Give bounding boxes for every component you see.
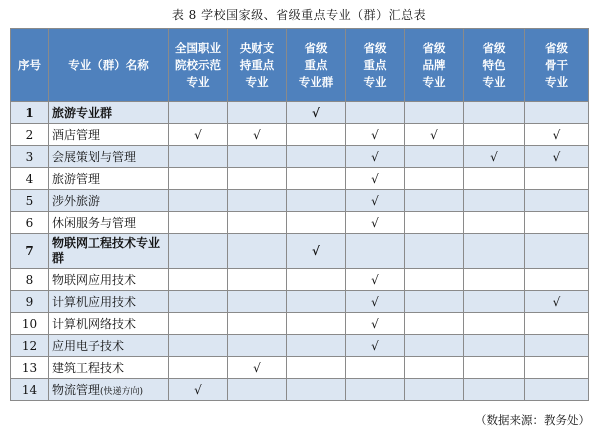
table-header-row [11, 29, 589, 102]
check-mark-cell [405, 102, 464, 124]
major-name [49, 313, 169, 335]
check-mark-cell [228, 102, 287, 124]
major-name-text: 计算机网络技术 [52, 317, 137, 331]
check-mark-cell [464, 190, 525, 212]
major-name-text: 酒店管理 [52, 128, 101, 142]
check-mark-cell [228, 313, 287, 335]
major-name-text: 应用电子技术 [52, 339, 125, 353]
check-mark-cell: √ [228, 357, 287, 379]
column-header-line: 全国职业 [175, 40, 221, 55]
check-mark-cell: √ [346, 168, 405, 190]
check-mark-cell [464, 168, 525, 190]
major-name [49, 234, 169, 269]
column-header-line: 专业 [422, 74, 446, 89]
major-name-text: 旅游专业群 [52, 106, 113, 120]
table-row [11, 212, 589, 234]
column-header-line: 院校示范 [175, 57, 221, 72]
check-mark-cell: √ [346, 190, 405, 212]
major-name [49, 124, 169, 146]
check-mark-cell [346, 357, 405, 379]
check-mark-cell [287, 269, 346, 291]
check-mark-cell [287, 291, 346, 313]
check-mark-cell [228, 168, 287, 190]
check-mark-cell: √ [525, 291, 589, 313]
column-header-line: 特色 [482, 57, 506, 72]
major-name-note: (快递方向) [100, 387, 144, 397]
column-header-line: 专业（群）名称 [68, 57, 149, 72]
table-row [11, 357, 589, 379]
check-mark-cell: √ [525, 146, 589, 168]
check-mark-cell [525, 357, 589, 379]
check-mark-cell [169, 291, 228, 313]
check-mark-cell [405, 269, 464, 291]
check-mark-cell [228, 146, 287, 168]
row-number: 2 [11, 124, 49, 146]
check-mark-cell [464, 291, 525, 313]
major-name [49, 335, 169, 357]
major-name-text: 物流管理 [52, 383, 101, 397]
check-mark-cell [169, 146, 228, 168]
major-name-text: 休闲服务与管理 [52, 216, 137, 230]
check-mark-cell [228, 234, 287, 269]
check-mark-cell [287, 212, 346, 234]
column-header-line: 重点 [304, 57, 328, 72]
row-number: 5 [11, 190, 49, 212]
table-row [11, 234, 589, 269]
column-header-line: 专业群 [298, 74, 334, 89]
check-mark-cell [525, 269, 589, 291]
check-mark-cell [464, 234, 525, 269]
row-number: 1 [11, 102, 49, 124]
table-row [11, 146, 589, 168]
check-mark-cell: √ [346, 212, 405, 234]
check-mark-cell [525, 313, 589, 335]
check-mark-cell [287, 335, 346, 357]
check-mark-cell [405, 212, 464, 234]
column-header-line: 专业 [363, 74, 387, 89]
row-number: 12 [11, 335, 49, 357]
column-header-line: 省级 [363, 40, 387, 55]
column-header-line: 品牌 [422, 57, 446, 72]
major-name [49, 212, 169, 234]
column-header-line: 序号 [18, 57, 41, 72]
check-mark-cell: √ [228, 124, 287, 146]
check-mark-cell [228, 190, 287, 212]
major-name-text: 物联网工程技术专业群 [52, 236, 161, 265]
check-mark-cell: √ [346, 313, 405, 335]
check-mark-cell [228, 379, 287, 401]
check-mark-cell [169, 212, 228, 234]
check-mark-cell [405, 234, 464, 269]
table-row [11, 190, 589, 212]
major-name-text: 旅游管理 [52, 172, 101, 186]
table-row [11, 168, 589, 190]
check-mark-cell [464, 335, 525, 357]
check-mark-cell [169, 357, 228, 379]
check-mark-cell: √ [346, 335, 405, 357]
check-mark-cell: √ [169, 124, 228, 146]
column-header-line: 央财支 [239, 40, 275, 55]
table-row [11, 102, 589, 124]
check-mark-cell [464, 102, 525, 124]
table-body [11, 102, 589, 401]
check-mark-cell [525, 168, 589, 190]
check-mark-cell [405, 146, 464, 168]
check-mark-cell: √ [346, 291, 405, 313]
check-mark-cell [169, 234, 228, 269]
check-mark-cell [228, 212, 287, 234]
table-row [11, 269, 589, 291]
check-mark-cell [228, 291, 287, 313]
major-name [49, 102, 169, 124]
column-header-line: 省级 [482, 40, 506, 55]
row-number: 4 [11, 168, 49, 190]
check-mark-cell [464, 269, 525, 291]
check-mark-cell [525, 212, 589, 234]
check-mark-cell [525, 190, 589, 212]
column-header-line: 省级 [545, 40, 568, 55]
check-mark-cell [169, 102, 228, 124]
key-majors-table [10, 28, 589, 401]
data-source-note: （数据来源：教务处） [475, 413, 590, 427]
column-header [405, 29, 464, 102]
check-mark-cell [346, 379, 405, 401]
major-name-text: 会展策划与管理 [52, 150, 137, 164]
check-mark-cell: √ [287, 234, 346, 269]
check-mark-cell [228, 335, 287, 357]
row-number: 13 [11, 357, 49, 379]
column-header-line: 骨干 [545, 57, 568, 72]
major-name-text: 建筑工程技术 [52, 361, 125, 375]
major-name [49, 291, 169, 313]
check-mark-cell [464, 313, 525, 335]
check-mark-cell [525, 102, 589, 124]
row-number: 9 [11, 291, 49, 313]
major-name [49, 168, 169, 190]
check-mark-cell: √ [346, 124, 405, 146]
check-mark-cell [169, 168, 228, 190]
row-number: 7 [11, 234, 49, 269]
check-mark-cell [464, 124, 525, 146]
check-mark-cell [525, 234, 589, 269]
column-header-line: 专业 [186, 74, 210, 89]
check-mark-cell [464, 212, 525, 234]
row-number: 10 [11, 313, 49, 335]
column-header [525, 29, 589, 102]
row-number: 6 [11, 212, 49, 234]
column-header [228, 29, 287, 102]
check-mark-cell [228, 269, 287, 291]
check-mark-cell: √ [346, 269, 405, 291]
check-mark-cell [405, 190, 464, 212]
major-name-text: 涉外旅游 [52, 194, 101, 208]
column-header [346, 29, 405, 102]
check-mark-cell [169, 313, 228, 335]
table-row [11, 291, 589, 313]
table-caption: 表 8 学校国家级、省级重点专业（群）汇总表 [171, 8, 427, 22]
column-header-line: 省级 [304, 40, 328, 55]
check-mark-cell [346, 102, 405, 124]
major-name-text: 物联网应用技术 [52, 273, 137, 287]
column-header-line: 专业 [245, 74, 269, 89]
check-mark-cell [405, 379, 464, 401]
check-mark-cell [287, 168, 346, 190]
check-mark-cell [464, 379, 525, 401]
column-header-line: 专业 [545, 74, 568, 89]
check-mark-cell [169, 335, 228, 357]
check-mark-cell: √ [346, 146, 405, 168]
column-header [287, 29, 346, 102]
check-mark-cell [287, 124, 346, 146]
check-mark-cell [405, 357, 464, 379]
check-mark-cell: √ [464, 146, 525, 168]
check-mark-cell [405, 313, 464, 335]
row-number: 14 [11, 379, 49, 401]
check-mark-cell [169, 190, 228, 212]
row-number: 3 [11, 146, 49, 168]
check-mark-cell [405, 168, 464, 190]
check-mark-cell [464, 357, 525, 379]
check-mark-cell [287, 190, 346, 212]
major-name [49, 146, 169, 168]
check-mark-cell [287, 146, 346, 168]
major-name [49, 190, 169, 212]
check-mark-cell [169, 269, 228, 291]
table-row [11, 379, 589, 401]
row-number: 8 [11, 269, 49, 291]
column-header-line: 专业 [482, 74, 506, 89]
table-row [11, 313, 589, 335]
check-mark-cell [287, 379, 346, 401]
column-header-line: 持重点 [239, 57, 275, 72]
check-mark-cell [525, 379, 589, 401]
check-mark-cell: √ [405, 124, 464, 146]
major-name [49, 379, 169, 401]
check-mark-cell [287, 357, 346, 379]
major-name [49, 269, 169, 291]
check-mark-cell: √ [169, 379, 228, 401]
check-mark-cell [525, 335, 589, 357]
column-header [169, 29, 228, 102]
check-mark-cell [287, 313, 346, 335]
column-header-line: 省级 [422, 40, 446, 55]
check-mark-cell [405, 291, 464, 313]
check-mark-cell [405, 335, 464, 357]
major-name [49, 357, 169, 379]
table-row [11, 124, 589, 146]
check-mark-cell: √ [525, 124, 589, 146]
column-header [11, 29, 49, 102]
major-name-text: 计算机应用技术 [52, 295, 137, 309]
column-header [49, 29, 169, 102]
column-header-line: 重点 [363, 57, 387, 72]
table-row [11, 335, 589, 357]
check-mark-cell: √ [287, 102, 346, 124]
check-mark-cell [346, 234, 405, 269]
column-header [464, 29, 525, 102]
